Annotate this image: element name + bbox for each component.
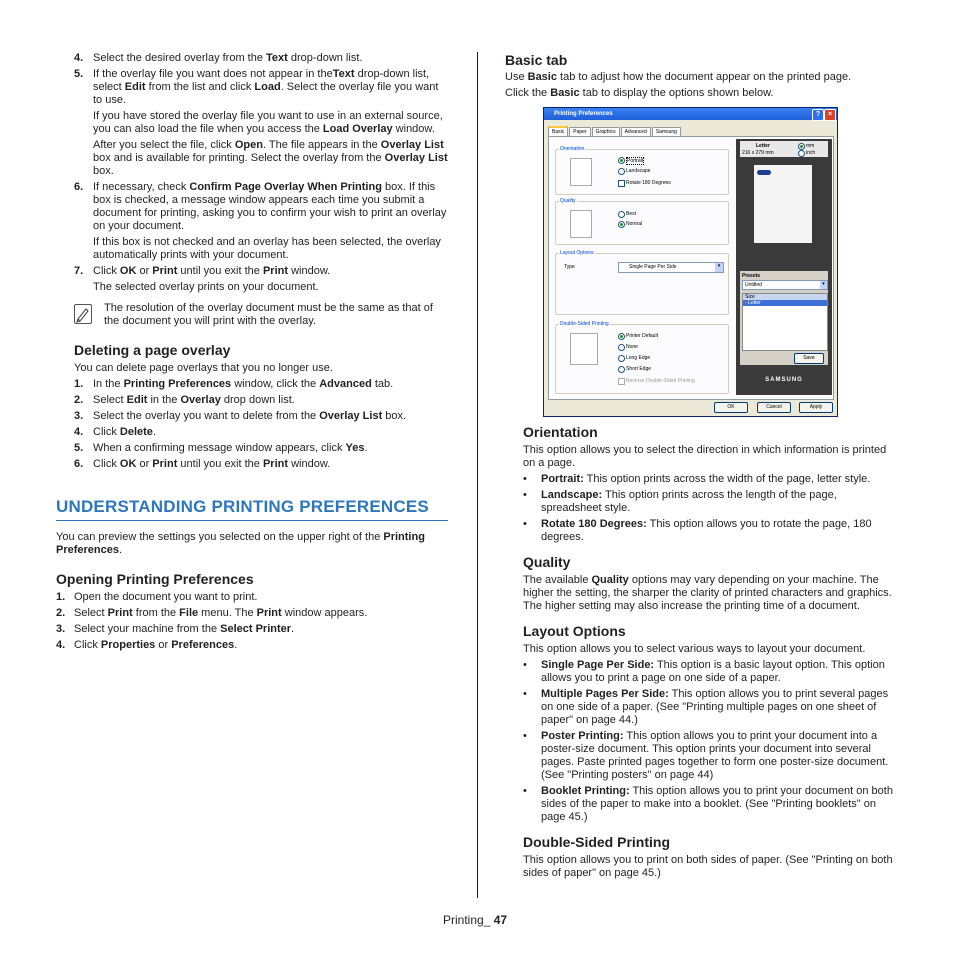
- bullet-text: Portrait: This option prints across the width of the page, letter style.: [541, 473, 871, 485]
- radio-label: Short Edge: [626, 366, 652, 372]
- presets-select[interactable]: [742, 280, 828, 290]
- paragraph: This option allows you to print on both sides of paper. (See "Printing on both sides of paper" on page 45.): [523, 854, 893, 879]
- step-number: 5.: [74, 442, 84, 454]
- step-item: [56, 426, 448, 439]
- step-detail: If this box is not checked and an overlay has been selected, the overlay automatically prints with your document.: [93, 236, 441, 261]
- group-label: Orientation: [560, 146, 585, 152]
- bullet-item: • Poster Printing: This option allows you to print your document into a poster-size document. This option prints your document into several pages. Paste printed pages together to form one poster-size document. (See "Printing posters" on page 44): [523, 730, 889, 781]
- close-icon[interactable]: ×: [824, 109, 836, 121]
- step-item: [56, 265, 448, 278]
- presets-list-item[interactable]: Size: [743, 294, 827, 300]
- preview-pane: [736, 139, 832, 395]
- inch-radio[interactable]: [798, 150, 805, 157]
- bullet-item: • Multiple Pages Per Side: This option allows you to print several pages on one side of a paper. (See "Printing multiple pages on one sheet of paper" on page 44.): [523, 688, 889, 726]
- presets-label: Presets: [742, 273, 761, 279]
- quality-thumbnail: [570, 210, 592, 238]
- paragraph: This option allows you to select the direction in which information is printed on a page.: [523, 444, 887, 469]
- left-column: [56, 52, 448, 655]
- paragraph: You can preview the settings you selected on the upper right of the Printing Preferences.: [56, 531, 425, 556]
- dialog-tabs: [548, 126, 682, 136]
- select-value: Single Page Per Side: [629, 264, 677, 270]
- chevron-down-icon[interactable]: ▾: [715, 263, 723, 272]
- subsection-heading: Opening Printing Preferences: [56, 571, 254, 587]
- group-label: Quality: [560, 198, 576, 204]
- radio-label: Landscape: [626, 168, 651, 174]
- landscape-radio[interactable]: [618, 168, 625, 175]
- step-text: Open the document you want to print.: [74, 591, 258, 603]
- step-text: When a confirming message window appears, click Yes.: [93, 442, 368, 454]
- presets-list-item[interactable]: - Letter: [743, 300, 827, 306]
- printer-default-radio[interactable]: [618, 333, 625, 340]
- step-item: [56, 639, 448, 652]
- checkbox-label: Reverse Double-Sided Printing: [626, 378, 695, 384]
- page-preview: [754, 165, 812, 243]
- open-steps: [56, 591, 448, 652]
- step-text: Click Delete.: [93, 426, 156, 438]
- step-number: 2.: [74, 394, 84, 406]
- step-item: [56, 378, 448, 391]
- step-text: Select the overlay you want to delete from the Overlay List box.: [93, 410, 407, 422]
- quality-group: [555, 198, 729, 245]
- radio-label: None: [626, 344, 638, 350]
- group-label: Layout Options: [560, 250, 594, 256]
- dialog-titlebar: [544, 108, 837, 120]
- step-number: 6.: [74, 181, 84, 193]
- step-item: [56, 181, 448, 233]
- tab-graphics[interactable]: Graphics: [592, 127, 620, 136]
- bullet-text: Booklet Printing: This option allows you to print your document on both sides of the paper to make into a booklet. (See "Printing booklets" on page 45.): [541, 785, 893, 823]
- step-text: If the overlay file you want does not appear in theText drop-down list, select Edit from the list and click Load. Select the overlay file you want to use.: [93, 68, 439, 106]
- subsection-heading: Quality: [523, 554, 571, 570]
- tab-advanced[interactable]: Advanced: [621, 127, 651, 136]
- bullet-item: • Portrait: This option prints across the width of the page, letter style.: [523, 473, 871, 485]
- step-text: If necessary, check Confirm Page Overlay When Printing box. If this box is checked, a message window appears each time you submit a document for printing, asking you to confirm your wish to print an overlay on your document.: [93, 181, 447, 232]
- rotate-checkbox[interactable]: [618, 180, 625, 187]
- delete-steps: [56, 378, 448, 471]
- section-heading: UNDERSTANDING PRINTING PREFERENCES: [56, 497, 448, 521]
- paper-dimensions: 216 x 279 mm: [742, 150, 774, 156]
- step-text: Select Edit in the Overlay drop down list.: [93, 394, 295, 406]
- bullet-text: Multiple Pages Per Side: This option allows you to print several pages on one side of a paper. (See "Printing multiple pages on one sheet of paper" on page 44.): [541, 688, 889, 726]
- overlay-steps: [56, 52, 448, 107]
- brand-logo: SAMSUNG: [765, 377, 803, 383]
- radio-label: Printer Default: [626, 333, 658, 339]
- step-detail: The selected overlay prints on your document.: [93, 281, 319, 293]
- type-label: Type: [564, 264, 575, 270]
- save-button[interactable]: Save: [794, 353, 824, 364]
- step-item: [56, 68, 448, 107]
- duplex-printer-thumbnail: [570, 333, 598, 365]
- basic-tab-panel: [548, 136, 834, 400]
- printing-preferences-dialog: [543, 107, 838, 417]
- presets-panel: [740, 271, 828, 365]
- note-pencil-icon: [74, 304, 92, 324]
- step-item: [56, 410, 448, 423]
- step-detail: If you have stored the overlay file you want to use in an external source, you can also load the file when you access the Load Overlay window.: [93, 110, 443, 135]
- bullet-text: Landscape: This option prints across the length of the page, spreadsheet style.: [541, 489, 837, 514]
- tab-basic[interactable]: Basic: [548, 126, 568, 136]
- bullet-item: • Rotate 180 Degrees: This option allows you to rotate the page, 180 degrees.: [523, 518, 872, 543]
- radio-label: Long Edge: [626, 355, 651, 361]
- apply-button[interactable]: Apply: [799, 402, 833, 413]
- step-text: Select your machine from the Select Printer.: [74, 623, 295, 635]
- page-number: 47: [493, 913, 508, 927]
- duplex-group: [555, 321, 729, 394]
- step-number: 4.: [74, 52, 84, 64]
- reverse-duplex-checkbox[interactable]: [618, 378, 625, 385]
- step-number: 7.: [74, 265, 84, 277]
- step-item: [56, 591, 448, 604]
- checkbox-label: Rotate 180 Degrees: [626, 180, 671, 186]
- layout-type-select[interactable]: [618, 262, 724, 273]
- note-box: [56, 302, 448, 332]
- subsection-heading: Deleting a page overlay: [74, 342, 231, 358]
- presets-list[interactable]: [742, 293, 828, 351]
- step-item: [56, 458, 448, 471]
- footer-section: Printing_: [443, 913, 494, 927]
- bullet-text: Rotate 180 Degrees: This option allows you to rotate the page, 180 degrees.: [541, 518, 872, 543]
- note-text: The resolution of the overlay document must be the same as that of the document you will print with the overlay.: [104, 302, 433, 327]
- step-text: Click Properties or Preferences.: [74, 639, 238, 651]
- step-text: Click OK or Print until you exit the Print window.: [93, 458, 331, 470]
- step-number: 3.: [74, 410, 84, 422]
- subsection-heading: Orientation: [523, 424, 598, 440]
- samsung-logo-icon: [757, 170, 771, 175]
- bullet-item: • Booklet Printing: This option allows you to print your document on both sides of the paper to make into a booklet. (See "Printing booklets" on page 45.): [523, 785, 893, 823]
- step-number: 5.: [74, 68, 84, 80]
- step-number: 4.: [74, 426, 84, 438]
- tab-samsung[interactable]: Samsung: [652, 127, 681, 136]
- bullet-item: • Landscape: This option prints across the length of the page, spreadsheet style.: [523, 489, 837, 514]
- long-edge-radio[interactable]: [618, 355, 625, 362]
- bullet-text: Single Page Per Side: This option is a basic layout option. This option allows you to print a page on one side of a paper.: [541, 659, 885, 684]
- select-value: Untitled: [745, 282, 762, 288]
- bullet-text: Poster Printing: This option allows you to print your document into a poster-size document. This option prints your document into several pages. Paste printed pages together to form one poster-size document. (See "Printing posters" on page 44): [541, 730, 889, 781]
- paper-size-label: Letter: [756, 143, 770, 149]
- cancel-button[interactable]: Cancel: [757, 402, 791, 413]
- dialog-title: Printing Preferences: [554, 111, 613, 117]
- orientation-group: [555, 146, 729, 195]
- step-item: [56, 394, 448, 407]
- radio-label: Portrait: [627, 158, 644, 164]
- step-item: [56, 607, 448, 620]
- page-footer: [443, 914, 507, 927]
- ok-button[interactable]: OK: [714, 402, 748, 413]
- step-text: Select the desired overlay from the Text drop-down list.: [93, 52, 363, 64]
- step-number: 4.: [56, 639, 66, 651]
- step-text: Click OK or Print until you exit the Print window.: [93, 265, 331, 277]
- layout-group: [555, 250, 729, 315]
- radio-label: Best: [626, 211, 637, 217]
- step-number: 1.: [74, 378, 84, 390]
- paragraph: The available Quality options may vary depending on your machine. The higher the setting, the sharper the clarity of printed characters and graphics. The higher setting may also increase the printing time of a document.: [523, 574, 892, 612]
- radio-label: inch: [806, 150, 816, 156]
- step-text: Select Print from the File menu. The Print window appears.: [74, 607, 368, 619]
- bullet-item: • Single Page Per Side: This option is a basic layout option. This option allows you to print a page on one side of a paper.: [523, 659, 885, 684]
- step-item: [56, 442, 448, 455]
- step-item: [56, 52, 448, 65]
- group-label: Double-Sided Printing: [560, 321, 609, 327]
- subsection-heading: Basic tab: [505, 52, 568, 68]
- radio-label: mm: [806, 143, 815, 149]
- best-radio[interactable]: [618, 211, 625, 218]
- paragraph: You can delete page overlays that you no longer use.: [74, 362, 333, 374]
- column-divider: [477, 52, 478, 898]
- step-item: [56, 623, 448, 636]
- normal-radio[interactable]: [618, 221, 625, 228]
- step-detail: After you select the file, click Open. The file appears in the Overlay List box and is available for printing. Select the overlay from the Overlay List box.: [93, 139, 448, 177]
- orientation-thumbnail: [570, 158, 592, 186]
- step-number: 1.: [56, 591, 66, 603]
- subsection-heading: Layout Options: [523, 623, 626, 639]
- subsection-heading: Double-Sided Printing: [523, 834, 670, 850]
- paragraph: This option allows you to select various ways to layout your document.: [523, 643, 866, 655]
- radio-label: Normal: [626, 221, 643, 227]
- step-text: In the Printing Preferences window, click the Advanced tab.: [93, 378, 394, 390]
- mm-radio[interactable]: [798, 143, 805, 150]
- step-number: 3.: [56, 623, 66, 635]
- step-number: 2.: [56, 607, 66, 619]
- short-edge-radio[interactable]: [618, 366, 625, 373]
- paper-info: [740, 141, 828, 157]
- help-icon[interactable]: ?: [812, 109, 824, 121]
- paragraph: Use Basic tab to adjust how the document appear on the printed page.: [505, 71, 852, 83]
- portrait-radio[interactable]: [618, 157, 625, 164]
- chevron-down-icon[interactable]: ▾: [820, 281, 827, 289]
- tab-paper[interactable]: Paper: [569, 127, 590, 136]
- none-radio[interactable]: [618, 344, 625, 351]
- step-number: 6.: [74, 458, 84, 470]
- paragraph: Click the Basic tab to display the options shown below.: [505, 87, 774, 99]
